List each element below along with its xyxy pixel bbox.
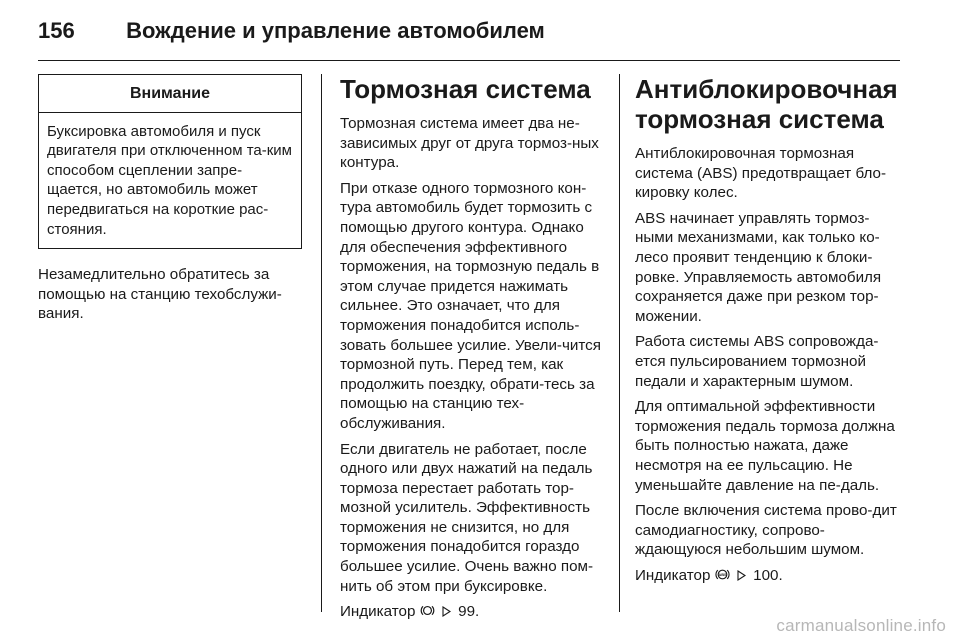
paragraph: Для оптимальной эффективности торможения педаль тормоза должна быть полностью нажата, даже несмотря на ее пульсацию. Не уменьшайте давление на пе-даль. (635, 398, 895, 494)
page-header (38, 14, 900, 48)
page-reference-arrow-icon (737, 570, 746, 581)
column-right (635, 74, 901, 591)
abs-warning-icon (715, 567, 730, 582)
warning-box (38, 74, 302, 249)
header-divider (38, 60, 900, 61)
page-number: 156 (38, 18, 75, 43)
svg-text:ABS: ABS (718, 571, 727, 577)
paragraph: При отказе одного тормозного кон-тура автомобиль будет тормозить с помощью другого контура. Однако для обеспечения эффективного торможения, на тормозную педаль в этом случае придется нажимать сильнее. Это означает, что для торможения понадобится исполь-зовать большее усилие. Увели-чится тормозной путь. Перед тем, как продолжить поездку, обрати-тесь за помощью на станцию тех-обслуживания. (340, 179, 601, 432)
paragraph: После включения система прово-дит самодиагностику, сопрово-ждающуюся небольшим шумом. (635, 502, 897, 559)
column-middle (340, 74, 602, 628)
paragraph: Работа системы ABS сопровожда-ется пульсированием тормозной педали и характерным шумом. (635, 333, 879, 390)
warning-text: Буксировка автомобиля и пуск двигателя при отключенном та-ким способом сцеплении запре-щается, но автомобиль может передвигаться на короткие рас-стояния. (47, 122, 292, 238)
indicator-reference (635, 566, 901, 586)
column-divider-right (619, 74, 620, 612)
indicator-label: Индикатор (340, 603, 416, 621)
page-reference-arrow-icon (442, 606, 451, 617)
indicator-reference (340, 602, 602, 622)
paragraph: Тормозная система имеет два не-зависимых друг от друга тормоз-ных контура. (340, 115, 599, 172)
indicator-label: Индикатор (635, 566, 711, 584)
section-heading-abs: Антиблокировочная тормозная система (635, 74, 898, 134)
column-left (38, 74, 302, 330)
indicator-page[interactable]: 100. (753, 566, 783, 584)
paragraph: Незамедлительно обратитесь за помощью на станцию техобслужи-вания. (38, 266, 282, 323)
indicator-page[interactable]: 99. (458, 603, 480, 621)
brake-warning-icon (420, 603, 435, 618)
warning-title: Внимание (39, 75, 301, 113)
paragraph: Антиблокировочная тормозная система (ABS) предотвращает бло-кировку колес. (635, 145, 887, 202)
section-heading-brakes: Тормозная система (340, 74, 591, 104)
watermark: carmanualsonline.info (776, 616, 946, 635)
paragraph: Если двигатель не работает, после одного или двух нажатий на педаль тормоза перестает работать тор-мозной усилитель. Эффективность торможения не снизится, но для торможения понадобится гораздо большее усилие. Очень важно пом-нить об этом при буксировке. (340, 440, 594, 595)
column-divider-left (321, 74, 322, 612)
paragraph: ABS начинает управлять тормоз-ными механизмами, как только ко-лесо проявит тенденцию к блоки-ровке. Управляемость автомобиля сохраняется даже при резком тор-можении. (635, 209, 882, 325)
chapter-title: Вождение и управление автомобилем (126, 18, 545, 43)
